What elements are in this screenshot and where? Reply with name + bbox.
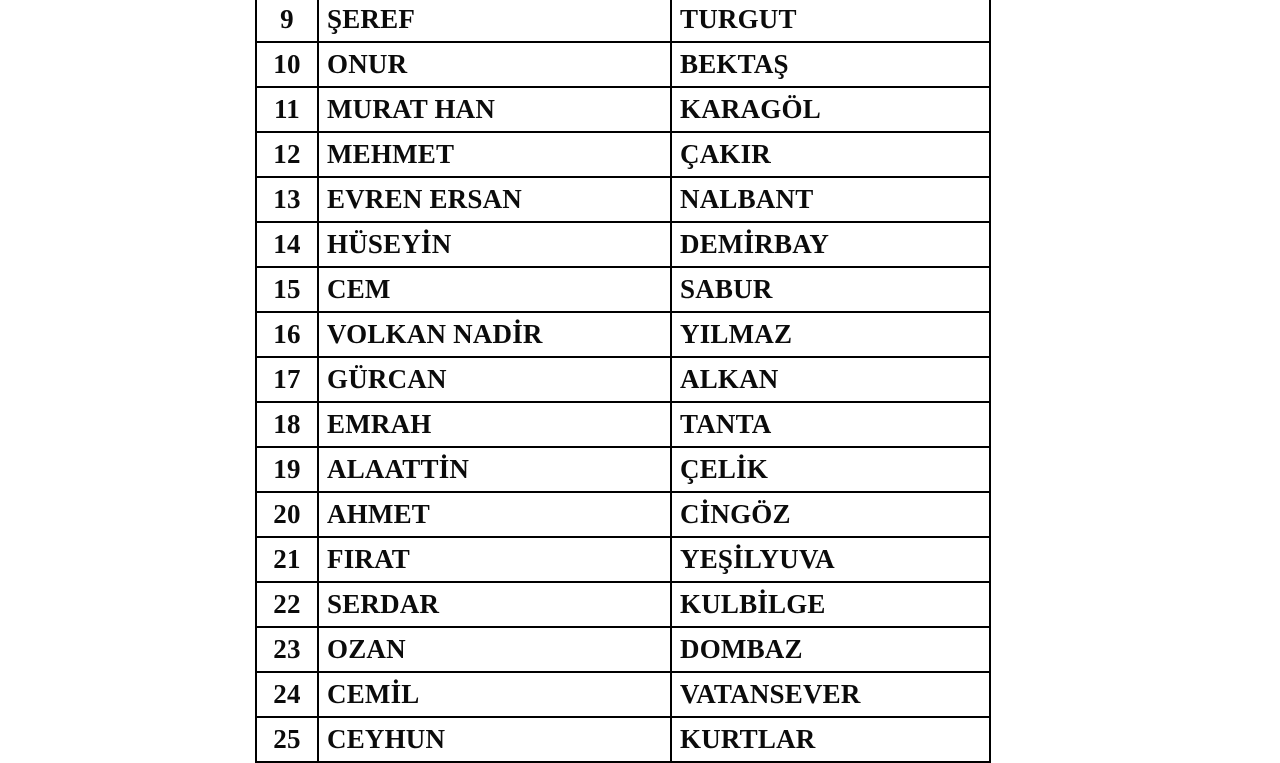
- table-row: [256, 312, 990, 357]
- table-row: [256, 0, 990, 42]
- table-row: [256, 402, 990, 447]
- last-name-cell: TANTA: [671, 402, 990, 447]
- row-number-cell: 11: [256, 87, 318, 132]
- last-name-cell: ALKAN: [671, 357, 990, 402]
- row-number-cell: 12: [256, 132, 318, 177]
- last-name-cell: KARAGÖL: [671, 87, 990, 132]
- last-name-cell: ÇAKIR: [671, 132, 990, 177]
- first-name-cell: EMRAH: [318, 402, 671, 447]
- row-number-cell: 13: [256, 177, 318, 222]
- first-name-cell: VOLKAN NADİR: [318, 312, 671, 357]
- row-number-cell: 21: [256, 537, 318, 582]
- table-row: [256, 447, 990, 492]
- table-row: [256, 132, 990, 177]
- row-number-cell: 9: [256, 0, 318, 42]
- first-name-cell: CEM: [318, 267, 671, 312]
- first-name-cell: ŞEREF: [318, 0, 671, 42]
- last-name-cell: YILMAZ: [671, 312, 990, 357]
- last-name-cell: CİNGÖZ: [671, 492, 990, 537]
- first-name-cell: GÜRCAN: [318, 357, 671, 402]
- last-name-cell: NALBANT: [671, 177, 990, 222]
- table-row: [256, 627, 990, 672]
- last-name-cell: SABUR: [671, 267, 990, 312]
- first-name-cell: EVREN ERSAN: [318, 177, 671, 222]
- roster-table-body: [256, 0, 990, 762]
- first-name-cell: SERDAR: [318, 582, 671, 627]
- row-number-cell: 16: [256, 312, 318, 357]
- row-number-cell: 20: [256, 492, 318, 537]
- table-row: [256, 267, 990, 312]
- table-row: [256, 537, 990, 582]
- first-name-cell: HÜSEYİN: [318, 222, 671, 267]
- table-row: [256, 87, 990, 132]
- table-row: [256, 42, 990, 87]
- last-name-cell: KULBİLGE: [671, 582, 990, 627]
- first-name-cell: AHMET: [318, 492, 671, 537]
- table-row: [256, 717, 990, 762]
- last-name-cell: VATANSEVER: [671, 672, 990, 717]
- last-name-cell: ÇELİK: [671, 447, 990, 492]
- row-number-cell: 17: [256, 357, 318, 402]
- row-number-cell: 15: [256, 267, 318, 312]
- row-number-cell: 14: [256, 222, 318, 267]
- first-name-cell: MEHMET: [318, 132, 671, 177]
- row-number-cell: 18: [256, 402, 318, 447]
- table-row: [256, 177, 990, 222]
- row-number-cell: 23: [256, 627, 318, 672]
- last-name-cell: DEMİRBAY: [671, 222, 990, 267]
- roster-table-container: [255, 0, 975, 763]
- row-number-cell: 22: [256, 582, 318, 627]
- first-name-cell: MURAT HAN: [318, 87, 671, 132]
- table-row: [256, 357, 990, 402]
- table-row: [256, 492, 990, 537]
- row-number-cell: 19: [256, 447, 318, 492]
- last-name-cell: YEŞİLYUVA: [671, 537, 990, 582]
- roster-table: [255, 0, 991, 763]
- table-row: [256, 672, 990, 717]
- first-name-cell: OZAN: [318, 627, 671, 672]
- last-name-cell: BEKTAŞ: [671, 42, 990, 87]
- table-row: [256, 222, 990, 267]
- table-row: [256, 582, 990, 627]
- first-name-cell: ONUR: [318, 42, 671, 87]
- first-name-cell: CEYHUN: [318, 717, 671, 762]
- row-number-cell: 10: [256, 42, 318, 87]
- first-name-cell: ALAATTİN: [318, 447, 671, 492]
- first-name-cell: CEMİL: [318, 672, 671, 717]
- last-name-cell: KURTLAR: [671, 717, 990, 762]
- first-name-cell: FIRAT: [318, 537, 671, 582]
- last-name-cell: DOMBAZ: [671, 627, 990, 672]
- row-number-cell: 24: [256, 672, 318, 717]
- row-number-cell: 25: [256, 717, 318, 762]
- last-name-cell: TURGUT: [671, 0, 990, 42]
